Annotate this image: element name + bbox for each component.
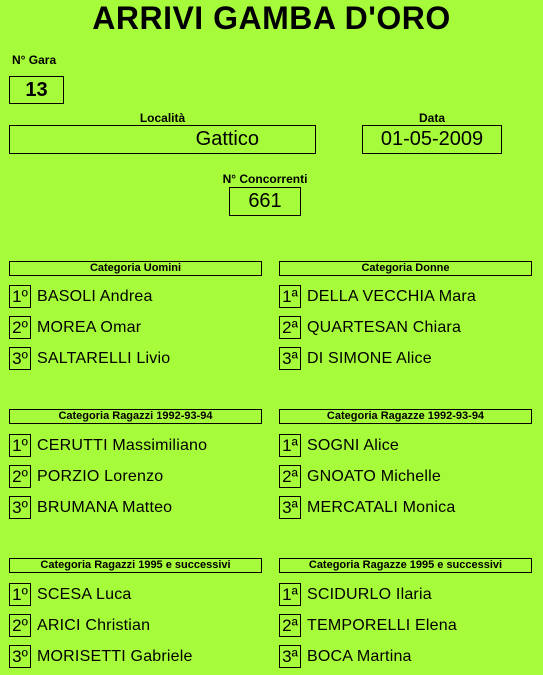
athlete-name: BOCA Martina — [307, 648, 412, 665]
localita-field[interactable]: Gattico — [9, 125, 316, 154]
athlete-name: MORISETTI Gabriele — [37, 648, 193, 665]
athlete-name: DI SIMONE Alice — [307, 350, 432, 367]
page-title: ARRIVI GAMBA D'ORO — [92, 0, 451, 36]
position-box[interactable]: 2º — [9, 465, 31, 488]
category-header: Categoria Ragazze 1992-93-94 — [279, 409, 532, 424]
category-header: Categoria Ragazzi 1995 e successivi — [9, 558, 262, 573]
athlete-name: DELLA VECCHIA Mara — [307, 288, 476, 305]
category-header: Categoria Ragazzi 1992-93-94 — [9, 409, 262, 424]
athlete-name: PORZIO Lorenzo — [37, 468, 164, 485]
athlete-name: CERUTTI Massimiliano — [37, 437, 208, 454]
position-box[interactable]: 3ª — [279, 496, 301, 519]
position-box[interactable]: 3º — [9, 496, 31, 519]
position-box[interactable]: 3º — [9, 645, 31, 668]
gara-field[interactable]: 13 — [9, 76, 64, 104]
position-box[interactable]: 1ª — [279, 434, 301, 457]
athlete-name: TEMPORELLI Elena — [307, 617, 457, 634]
athlete-name: SCIDURLO Ilaria — [307, 586, 432, 603]
athlete-name: BRUMANA Matteo — [37, 499, 173, 516]
athlete-name: MOREA Omar — [37, 319, 142, 336]
position-box[interactable]: 1º — [9, 434, 31, 457]
category-header: Categoria Ragazze 1995 e successivi — [279, 558, 532, 573]
position-box[interactable]: 2º — [9, 316, 31, 339]
athlete-name: SALTARELLI Livio — [37, 350, 171, 367]
concorrenti-field[interactable]: 661 — [229, 187, 301, 216]
position-box[interactable]: 1º — [9, 583, 31, 606]
category-header: Categoria Uomini — [9, 261, 262, 276]
athlete-name: MERCATALI Monica — [307, 499, 456, 516]
localita-label: Località — [139, 111, 186, 125]
position-box[interactable]: 2º — [9, 614, 31, 637]
position-box[interactable]: 1º — [9, 285, 31, 308]
category-header: Categoria Donne — [279, 261, 532, 276]
athlete-name: SCESA Luca — [37, 586, 132, 603]
position-box[interactable]: 2ª — [279, 614, 301, 637]
data-field[interactable]: 01-05-2009 — [362, 125, 502, 154]
athlete-name: ARICI Christian — [37, 617, 151, 634]
position-box[interactable]: 3º — [9, 347, 31, 370]
position-box[interactable]: 3ª — [279, 347, 301, 370]
position-box[interactable]: 1ª — [279, 285, 301, 308]
athlete-name: SOGNI Alice — [307, 437, 400, 454]
position-box[interactable]: 2ª — [279, 465, 301, 488]
position-box[interactable]: 3ª — [279, 645, 301, 668]
position-box[interactable]: 2ª — [279, 316, 301, 339]
athlete-name: QUARTESAN Chiara — [307, 319, 462, 336]
position-box[interactable]: 1ª — [279, 583, 301, 606]
gara-label: N° Gara — [12, 53, 57, 67]
concorrenti-label: N° Concorrenti — [222, 172, 308, 186]
athlete-name: BASOLI Andrea — [37, 288, 153, 305]
data-label: Data — [418, 111, 445, 125]
athlete-name: GNOATO Michelle — [307, 468, 441, 485]
